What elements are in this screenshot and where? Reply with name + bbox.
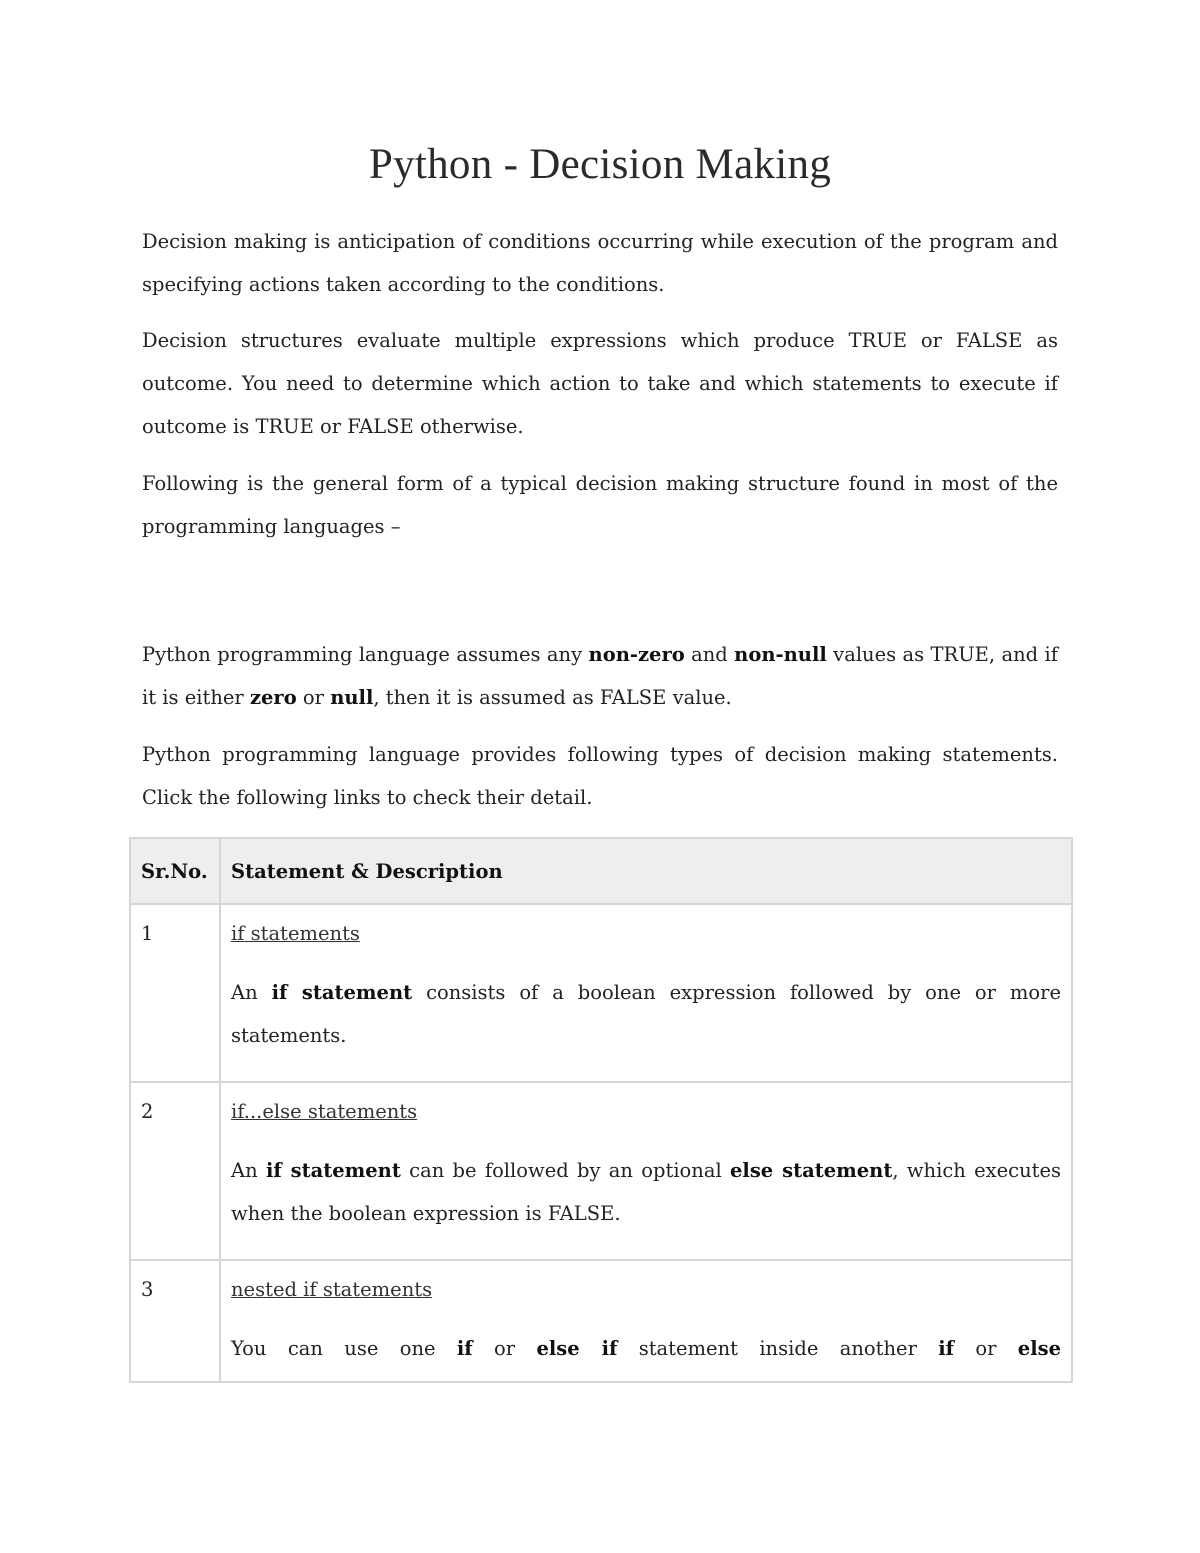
page-title: Python - Decision Making: [368, 141, 832, 188]
bold-term: if: [938, 1337, 955, 1360]
if-statements-link[interactable]: if statements: [231, 922, 360, 945]
text-segment: can be followed by an optional: [400, 1159, 731, 1182]
truth-values-paragraph: [142, 633, 1058, 719]
bold-term: if statement: [271, 981, 413, 1004]
table-row: [130, 1082, 1072, 1260]
table-header-row: [130, 838, 1072, 904]
text-segment: consists of a boolean expression followed by one or more statements.: [231, 981, 1062, 1047]
header-statement-description: Statement & Description: [220, 838, 1072, 904]
text-segment: , then it is assumed as FALSE value.: [373, 686, 732, 709]
decision-structures-paragraph: Decision structures evaluate multiple expressions which produce TRUE or FALSE as outcome. You need to determine which action to take and which statements to execute if outcome is TRUE or FALSE otherwise.: [142, 329, 1058, 438]
bold-term: if statement: [265, 1159, 401, 1182]
text-segment: An: [231, 1159, 266, 1182]
bold-term: non-zero: [588, 643, 685, 666]
text-segment: and: [684, 643, 735, 666]
text-segment: , which executes when the boolean expression is FALSE.: [231, 1159, 1062, 1225]
row-description: [231, 971, 1061, 1057]
bold-term: else statement: [730, 1159, 893, 1182]
text-segment: You can use one: [231, 1337, 457, 1360]
description-cell: [220, 1082, 1072, 1260]
sr-number: 2: [141, 1100, 154, 1123]
sr-cell: [130, 904, 220, 1082]
table-row: [130, 1260, 1072, 1382]
sr-number: 1: [141, 922, 154, 945]
description-cell: [220, 904, 1072, 1082]
if-else-statements-link[interactable]: if...else statements: [231, 1100, 418, 1123]
text-segment: Python programming language assumes any: [142, 643, 589, 666]
text-segment: values as TRUE, and if it is either: [142, 643, 1058, 709]
bold-term: non-null: [734, 643, 827, 666]
bold-term: else: [1017, 1337, 1061, 1360]
statements-table: [129, 837, 1073, 1383]
header-sr-no: Sr.No.: [130, 838, 220, 904]
nested-if-statements-link[interactable]: nested if statements: [231, 1278, 433, 1301]
bold-term: null: [330, 686, 374, 709]
general-form-paragraph: Following is the general form of a typical decision making structure found in most of the programming languages –: [142, 472, 1058, 538]
row-description: [231, 1327, 1061, 1370]
sr-number: 3: [141, 1278, 154, 1301]
table-row: [130, 904, 1072, 1082]
text-segment: statement inside another: [617, 1337, 939, 1360]
bold-term: if: [456, 1337, 473, 1360]
sr-cell: [130, 1260, 220, 1382]
statement-types-paragraph: Python programming language provides following types of decision making statements. Click the following links to check their detail.: [142, 743, 1058, 809]
bold-term: zero: [249, 686, 297, 709]
intro-paragraph: Decision making is anticipation of conditions occurring while execution of the program and specifying actions taken according to the conditions.: [142, 230, 1058, 296]
row-description: [231, 1149, 1061, 1235]
sr-cell: [130, 1082, 220, 1260]
text-segment: An: [231, 981, 272, 1004]
text-segment: or: [472, 1337, 537, 1360]
bold-term: else if: [536, 1337, 618, 1360]
text-segment: or: [954, 1337, 1018, 1360]
description-cell: [220, 1260, 1072, 1382]
text-segment: or: [296, 686, 331, 709]
